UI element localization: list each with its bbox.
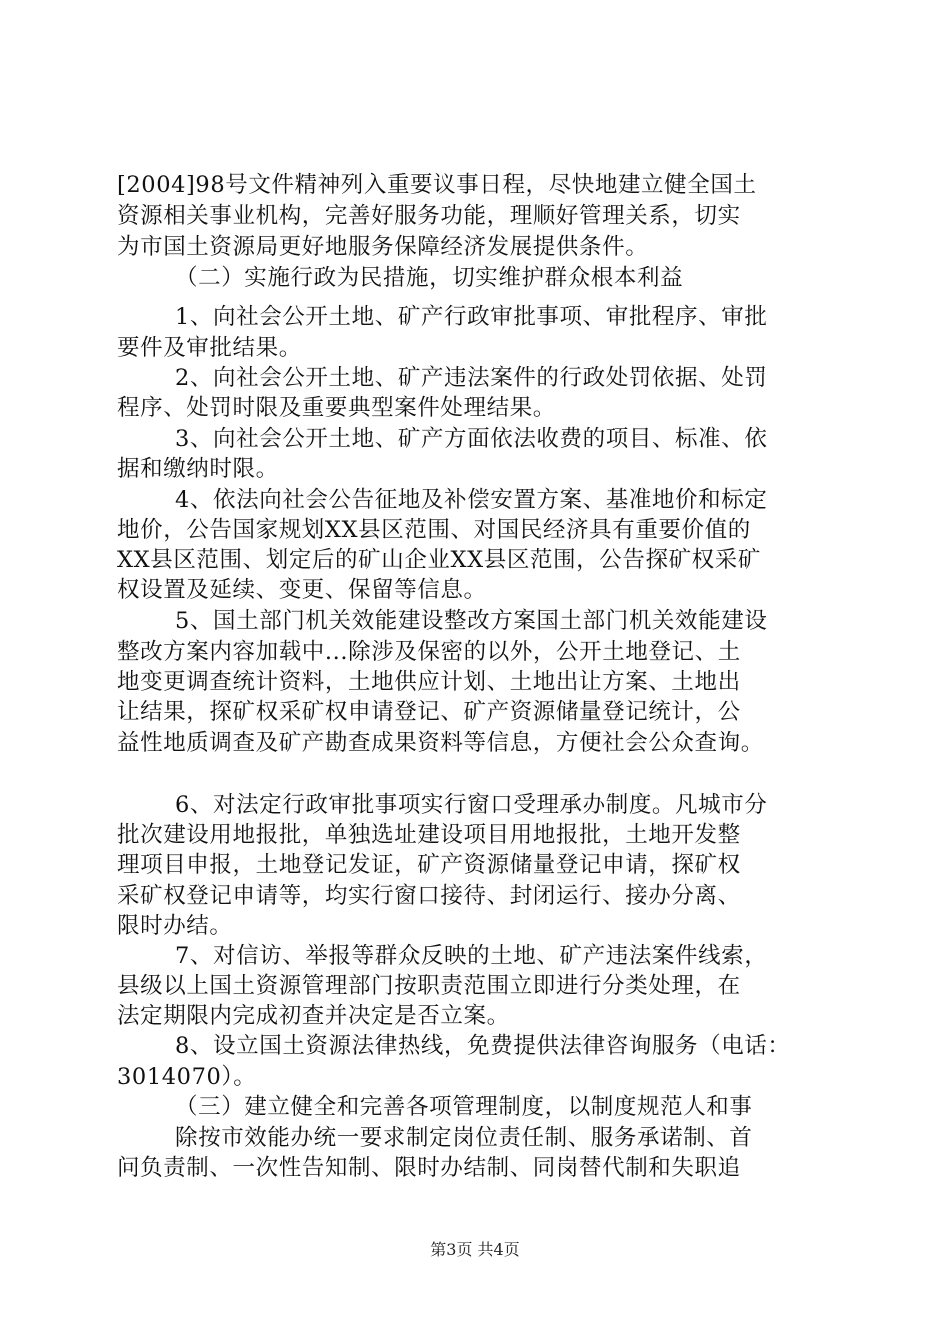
paragraph-line: 整改方案内容加载中...除涉及保密的以外，公开土地登记、土: [117, 639, 741, 665]
section-heading: （三）建立健全和完善各项管理制度，以制度规范人和事: [175, 1094, 753, 1120]
paragraph-line: 采矿权登记申请等，均实行窗口接待、封闭运行、接办分离、: [117, 883, 741, 909]
paragraph-line: XX县区范围、划定后的矿山企业XX县区范围，公告探矿权采矿: [117, 547, 761, 573]
paragraph-line: 问负责制、一次性告知制、限时办结制、同岗替代制和失职追: [117, 1155, 741, 1181]
paragraph-line: 法定期限内完成初查并决定是否立案。: [117, 1003, 510, 1029]
paragraph-line: 据和缴纳时限。: [117, 456, 279, 482]
paragraph-line: 理项目申报，土地登记发证，矿产资源储量登记申请，探矿权: [117, 852, 741, 878]
paragraph-line: 为市国土资源局更好地服务保障经济发展提供条件。: [117, 234, 649, 260]
paragraph-line: 要件及审批结果。: [117, 335, 302, 361]
paragraph-line: 让结果，探矿权采矿权申请登记、矿产资源储量登记统计，公: [117, 699, 741, 725]
paragraph-line: 7、对信访、举报等群众反映的土地、矿产违法案件线索，: [175, 943, 768, 969]
paragraph-line: 益性地质调查及矿产勘查成果资料等信息，方便社会公众查询。: [117, 730, 764, 756]
paragraph-line: 地价，公告国家规划XX县区范围、对国民经济具有重要价值的: [117, 517, 751, 543]
paragraph-line: 3、向社会公开土地、矿产方面依法收费的项目、标准、依: [175, 426, 768, 452]
paragraph-line: 4、依法向社会公告征地及补偿安置方案、基准地价和标定: [175, 487, 768, 513]
section-heading: （二）实施行政为民措施，切实维护群众根本利益: [175, 265, 684, 291]
paragraph-line: [2004]98号文件精神列入重要议事日程，尽快地建立健全国土: [117, 172, 757, 198]
paragraph-line: 限时办结。: [117, 913, 233, 939]
paragraph-line: 批次建设用地报批，单独选址建设项目用地报批，土地开发整: [117, 822, 741, 848]
paragraph-line: 2、向社会公开土地、矿产违法案件的行政处罚依据、处罚: [175, 365, 768, 391]
paragraph-line: 权设置及延续、变更、保留等信息。: [117, 577, 487, 603]
paragraph-line: 6、对法定行政审批事项实行窗口受理承办制度。凡城市分: [175, 792, 768, 818]
paragraph-line: 3014070）。: [117, 1064, 257, 1090]
paragraph-line: 资源相关事业机构，完善好服务功能，理顺好管理关系，切实: [117, 203, 741, 229]
page-number-footer: 第3页 共4页: [430, 1240, 520, 1259]
paragraph-line: 程序、处罚时限及重要典型案件处理结果。: [117, 395, 556, 421]
paragraph-line: 1、向社会公开土地、矿产行政审批事项、审批程序、审批: [175, 304, 768, 330]
paragraph-line: 地变更调查统计资料，土地供应计划、土地出让方案、土地出: [117, 669, 741, 695]
paragraph-line: 5、国土部门机关效能建设整改方案国土部门机关效能建设: [175, 608, 768, 634]
paragraph-line: 8、设立国土资源法律热线，免费提供法律咨询服务（电话：: [175, 1033, 791, 1059]
paragraph-line: 除按市效能办统一要求制定岗位责任制、服务承诺制、首: [175, 1125, 753, 1151]
paragraph-line: 县级以上国土资源管理部门按职责范围立即进行分类处理，在: [117, 973, 741, 999]
